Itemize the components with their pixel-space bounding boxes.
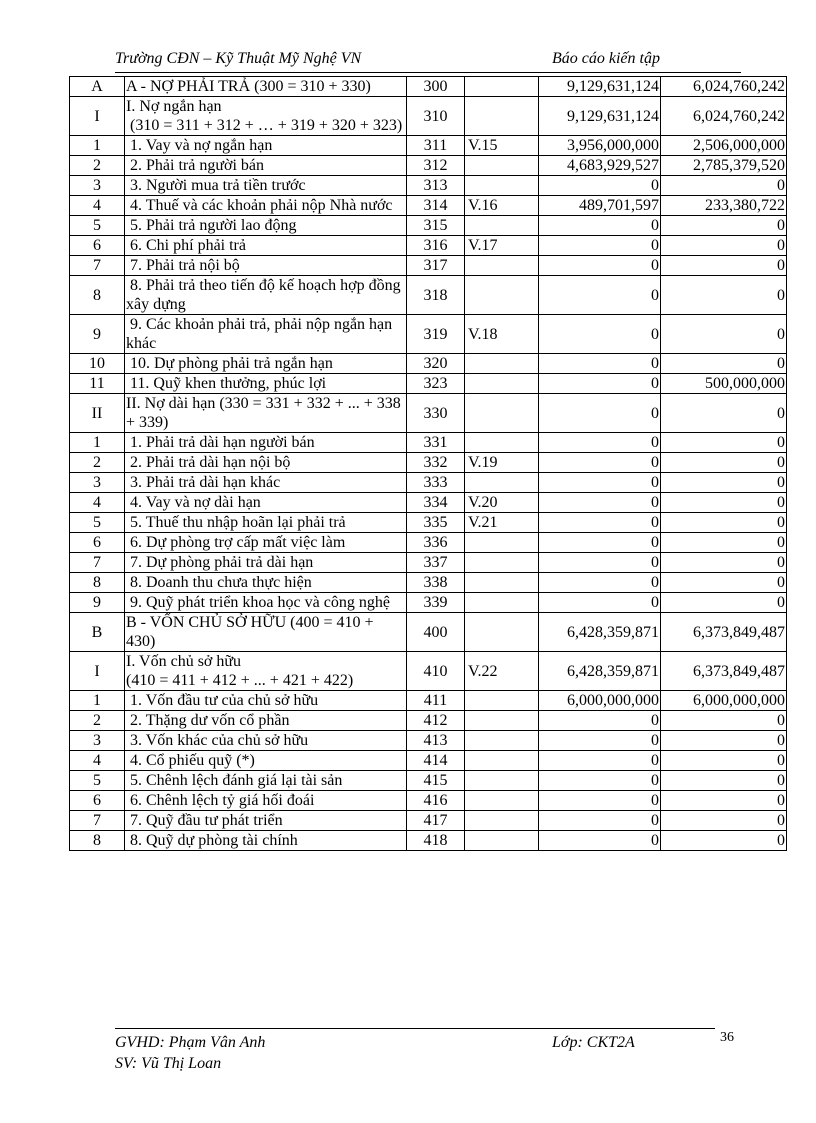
row-start-value: 0: [661, 433, 787, 453]
row-number: 331: [407, 433, 465, 453]
row-number: 311: [407, 136, 465, 156]
table-row: [70, 652, 787, 691]
row-note: [465, 751, 539, 771]
footer-gvhd: GVHD: Phạm Vân Anh: [115, 1034, 266, 1051]
row-code: 2: [70, 156, 125, 176]
row-start-value: 0: [661, 731, 787, 751]
row-code: 6: [70, 533, 125, 553]
row-start-value: 0: [661, 553, 787, 573]
row-code: 4: [70, 196, 125, 216]
row-end-value: 0: [539, 791, 661, 811]
row-description: 4. Cổ phiếu quỹ (*): [125, 751, 407, 771]
table-row: [70, 453, 787, 473]
row-description: 8. Doanh thu chưa thực hiện: [125, 573, 407, 593]
row-code: 7: [70, 811, 125, 831]
row-number: 320: [407, 354, 465, 374]
row-description: 1. Vay và nợ ngắn hạn: [125, 136, 407, 156]
row-start-value: 6,024,760,242: [661, 77, 787, 97]
row-code: 3: [70, 473, 125, 493]
row-note: [465, 156, 539, 176]
row-description: 6. Dự phòng trợ cấp mất việc làm: [125, 533, 407, 553]
row-end-value: 0: [539, 513, 661, 533]
row-description: 7. Dự phòng phải trả dài hạn: [125, 553, 407, 573]
row-note: [465, 711, 539, 731]
row-start-value: 0: [661, 276, 787, 315]
row-number: 413: [407, 731, 465, 751]
row-description: 9. Quỹ phát triển khoa học và công nghệ: [125, 593, 407, 613]
row-description: A - NỢ PHẢI TRẢ (300 = 310 + 330): [125, 77, 407, 97]
row-start-value: 0: [661, 453, 787, 473]
row-number: 338: [407, 573, 465, 593]
row-number: 315: [407, 216, 465, 236]
row-note: V.22: [465, 652, 539, 691]
row-number: 335: [407, 513, 465, 533]
row-code: 9: [70, 593, 125, 613]
row-end-value: 489,701,597: [539, 196, 661, 216]
row-code: 10: [70, 354, 125, 374]
row-code: 9: [70, 315, 125, 354]
row-description: I. Vốn chủ sở hữu (410 = 411 + 412 + ... + 421 + 422): [125, 652, 407, 691]
header-school: Trường CĐN – Kỹ Thuật Mỹ Nghệ VN: [115, 50, 362, 67]
header-report-title: Báo cáo kiến tập: [552, 50, 660, 67]
table-row: [70, 811, 787, 831]
row-code: 3: [70, 731, 125, 751]
row-code: 8: [70, 573, 125, 593]
row-code: 7: [70, 256, 125, 276]
row-number: 313: [407, 176, 465, 196]
row-note: V.19: [465, 453, 539, 473]
row-code: 2: [70, 453, 125, 473]
row-number: 319: [407, 315, 465, 354]
row-number: 312: [407, 156, 465, 176]
row-end-value: 3,956,000,000: [539, 136, 661, 156]
row-note: V.21: [465, 513, 539, 533]
row-code: 2: [70, 711, 125, 731]
table-row: [70, 771, 787, 791]
row-end-value: 0: [539, 374, 661, 394]
row-description: II. Nợ dài hạn (330 = 331 + 332 + ... + 338 + 339): [126, 395, 405, 431]
row-end-value: 0: [539, 831, 661, 851]
row-note: [465, 176, 539, 196]
table-row: [70, 433, 787, 453]
table-row: [70, 731, 787, 751]
row-number: 317: [407, 256, 465, 276]
row-start-value: 0: [661, 711, 787, 731]
row-number: 414: [407, 751, 465, 771]
row-number: 300: [407, 77, 465, 97]
row-description: 6. Chi phí phải trả: [125, 236, 407, 256]
row-description: 7. Phải trả nội bộ: [125, 256, 407, 276]
row-end-value: 0: [539, 216, 661, 236]
row-start-value: 0: [661, 236, 787, 256]
row-end-value: 6,428,359,871: [539, 613, 661, 652]
row-start-value: 0: [661, 493, 787, 513]
row-number: 318: [407, 276, 465, 315]
row-code: 6: [70, 791, 125, 811]
row-description: 8. Phải trả theo tiến độ kế hoạch hợp đồng xây dựng: [126, 277, 405, 313]
table-row: [70, 256, 787, 276]
row-description: 7. Quỹ đầu tư phát triển: [125, 811, 407, 831]
row-code: 7: [70, 553, 125, 573]
row-end-value: 0: [539, 256, 661, 276]
row-number: 337: [407, 553, 465, 573]
row-note: [465, 731, 539, 751]
row-number: 332: [407, 453, 465, 473]
row-note: [465, 553, 539, 573]
row-number: 400: [407, 613, 465, 652]
table-row: [70, 553, 787, 573]
row-code: 3: [70, 176, 125, 196]
row-note: [465, 613, 539, 652]
row-code: I: [70, 652, 125, 691]
row-end-value: 6,428,359,871: [539, 652, 661, 691]
row-end-value: 0: [539, 553, 661, 573]
row-note: [465, 691, 539, 711]
row-number: 411: [407, 691, 465, 711]
row-end-value: 0: [539, 433, 661, 453]
row-end-value: 0: [539, 811, 661, 831]
row-number: 314: [407, 196, 465, 216]
row-start-value: 0: [661, 831, 787, 851]
row-description: 2. Phải trả dài hạn nội bộ: [125, 453, 407, 473]
row-start-value: 2,785,379,520: [661, 156, 787, 176]
row-end-value: 0: [539, 236, 661, 256]
row-start-value: 0: [661, 513, 787, 533]
row-code: 4: [70, 493, 125, 513]
row-description: 2. Phải trả người bán: [125, 156, 407, 176]
row-end-value: 4,683,929,527: [539, 156, 661, 176]
row-code: 6: [70, 236, 125, 256]
table-row: [70, 791, 787, 811]
row-note: [465, 573, 539, 593]
row-start-value: 233,380,722: [661, 196, 787, 216]
row-description: 6. Chênh lệch tỷ giá hối đoái: [125, 791, 407, 811]
row-note: [465, 354, 539, 374]
row-note: [465, 433, 539, 453]
row-code: I: [70, 97, 125, 136]
row-end-value: 9,129,631,124: [539, 77, 661, 97]
row-start-value: 0: [661, 216, 787, 236]
table-row: [70, 315, 787, 354]
row-code: 1: [70, 691, 125, 711]
header-divider: [115, 72, 741, 73]
row-description: 8. Quỹ dự phòng tài chính: [125, 831, 407, 851]
row-note: [465, 831, 539, 851]
row-note: [465, 533, 539, 553]
row-note: [465, 473, 539, 493]
row-note: [465, 216, 539, 236]
table-row: [70, 533, 787, 553]
table-row: [70, 593, 787, 613]
table-row: [70, 196, 787, 216]
row-number: 330: [407, 394, 465, 433]
row-code: B: [70, 613, 125, 652]
row-note: V.16: [465, 196, 539, 216]
row-number: 310: [407, 97, 465, 136]
table-row: [70, 374, 787, 394]
row-description: 3. Vốn khác của chủ sở hữu: [125, 731, 407, 751]
row-start-value: 6,024,760,242: [661, 97, 787, 136]
table-row: [70, 711, 787, 731]
row-end-value: 0: [539, 315, 661, 354]
row-description: 4. Vay và nợ dài hạn: [125, 493, 407, 513]
row-note: [465, 791, 539, 811]
row-description: 3. Người mua trả tiền trước: [125, 176, 407, 196]
row-description: 9. Các khoản phải trả, phải nộp ngắn hạn khác: [125, 315, 407, 354]
row-number: 418: [407, 831, 465, 851]
row-code: 5: [70, 513, 125, 533]
row-number: 316: [407, 236, 465, 256]
row-start-value: 0: [661, 315, 787, 354]
footer-student: SV: Vũ Thị Loan: [115, 1055, 222, 1072]
row-code: 1: [70, 136, 125, 156]
row-description: 5. Phải trả người lao động: [125, 216, 407, 236]
row-note: [465, 97, 539, 136]
row-end-value: 6,000,000,000: [539, 691, 661, 711]
row-start-value: 500,000,000: [661, 374, 787, 394]
row-start-value: 0: [661, 533, 787, 553]
table-row: [70, 613, 787, 652]
row-end-value: 0: [539, 394, 661, 433]
row-code: 8: [70, 276, 125, 315]
row-end-value: 0: [539, 276, 661, 315]
row-note: V.15: [465, 136, 539, 156]
table-row: [70, 831, 787, 851]
footer-divider: [115, 1028, 715, 1029]
row-note: [465, 276, 539, 315]
row-description: I. Nợ ngắn hạn (310 = 311 + 312 + … + 319 + 320 + 323): [125, 97, 407, 136]
table-row: [70, 77, 787, 97]
row-end-value: 0: [539, 493, 661, 513]
row-start-value: 0: [661, 593, 787, 613]
row-start-value: 0: [661, 771, 787, 791]
table-row: [70, 751, 787, 771]
row-start-value: 6,000,000,000: [661, 691, 787, 711]
row-note: [465, 256, 539, 276]
row-start-value: 0: [661, 751, 787, 771]
row-description: 1. Vốn đầu tư của chủ sở hữu: [125, 691, 407, 711]
row-number: 415: [407, 771, 465, 791]
row-code: 11: [70, 374, 125, 394]
table-row: [70, 136, 787, 156]
row-number: 410: [407, 652, 465, 691]
row-end-value: 0: [539, 354, 661, 374]
row-code: 4: [70, 751, 125, 771]
table-row: [70, 394, 787, 433]
row-end-value: 0: [539, 731, 661, 751]
row-start-value: 0: [661, 354, 787, 374]
row-note: [465, 77, 539, 97]
row-start-value: 6,373,849,487: [661, 613, 787, 652]
row-code: 5: [70, 771, 125, 791]
row-number: 416: [407, 791, 465, 811]
row-note: [465, 811, 539, 831]
table-row: [70, 276, 787, 315]
row-note: [465, 374, 539, 394]
row-end-value: 0: [539, 176, 661, 196]
row-note: V.18: [465, 315, 539, 354]
row-note: [465, 593, 539, 613]
table-row: [70, 97, 787, 136]
row-note: V.20: [465, 493, 539, 513]
table-row: [70, 691, 787, 711]
table-row: [70, 156, 787, 176]
table-row: [70, 493, 787, 513]
row-description: 1. Phải trả dài hạn người bán: [125, 433, 407, 453]
row-code: A: [70, 77, 125, 97]
table-row: [70, 513, 787, 533]
row-start-value: 0: [661, 394, 787, 433]
row-start-value: 0: [661, 573, 787, 593]
row-description: 11. Quỹ khen thưởng, phúc lợi: [125, 374, 407, 394]
row-number: 412: [407, 711, 465, 731]
row-number: 336: [407, 533, 465, 553]
row-code: II: [70, 394, 125, 433]
table-row: [70, 573, 787, 593]
row-end-value: 0: [539, 453, 661, 473]
row-start-value: 6,373,849,487: [661, 652, 787, 691]
row-start-value: 0: [661, 256, 787, 276]
row-start-value: 0: [661, 811, 787, 831]
row-description: 3. Phải trả dài hạn khác: [125, 473, 407, 493]
page-header: [115, 50, 741, 72]
row-end-value: 0: [539, 771, 661, 791]
row-note: [465, 394, 539, 433]
row-code: 5: [70, 216, 125, 236]
row-description: 10. Dự phòng phải trả ngắn hạn: [125, 354, 407, 374]
row-description: B - VỐN CHỦ SỞ HỮU (400 = 410 + 430): [125, 613, 407, 652]
row-note: V.17: [465, 236, 539, 256]
row-code: 1: [70, 433, 125, 453]
row-number: 333: [407, 473, 465, 493]
row-end-value: 0: [539, 711, 661, 731]
row-end-value: 0: [539, 593, 661, 613]
row-description: 4. Thuế và các khoản phải nộp Nhà nước: [125, 196, 407, 216]
row-end-value: 9,129,631,124: [539, 97, 661, 136]
footer-class: Lớp: CKT2A: [552, 1034, 635, 1051]
row-end-value: 0: [539, 473, 661, 493]
row-end-value: 0: [539, 751, 661, 771]
row-start-value: 2,506,000,000: [661, 136, 787, 156]
row-description: 5. Chênh lệch đánh giá lại tài sản: [125, 771, 407, 791]
row-code: 8: [70, 831, 125, 851]
row-description: 5. Thuế thu nhập hoãn lại phải trả: [125, 513, 407, 533]
row-end-value: 0: [539, 573, 661, 593]
row-start-value: 0: [661, 176, 787, 196]
row-number: 339: [407, 593, 465, 613]
row-end-value: 0: [539, 533, 661, 553]
row-number: 323: [407, 374, 465, 394]
table-row: [70, 354, 787, 374]
table-row: [70, 236, 787, 256]
table-row: [70, 216, 787, 236]
page-number: 36: [720, 1030, 734, 1045]
row-start-value: 0: [661, 791, 787, 811]
row-number: 417: [407, 811, 465, 831]
balance-sheet-table: [69, 76, 787, 851]
row-number: 334: [407, 493, 465, 513]
table-row: [70, 176, 787, 196]
table-row: [70, 473, 787, 493]
row-description: 2. Thặng dư vốn cổ phần: [125, 711, 407, 731]
row-start-value: 0: [661, 473, 787, 493]
row-note: [465, 771, 539, 791]
